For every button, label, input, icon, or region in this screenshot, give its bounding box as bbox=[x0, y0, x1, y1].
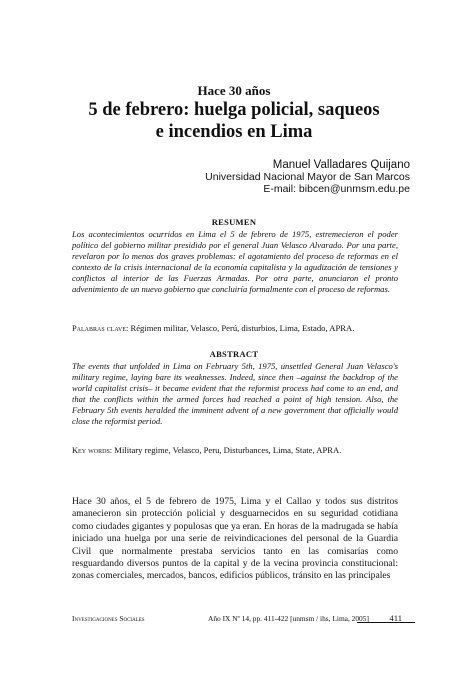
footer-journal: Investigaciones Sociales bbox=[72, 614, 145, 623]
abstract-keywords-label: Key words: bbox=[72, 446, 113, 455]
article-title bbox=[0, 99, 468, 143]
author-affiliation: Universidad Nacional Mayor de San Marcos bbox=[205, 171, 410, 183]
author-name: Manuel Valladares Quijano bbox=[272, 159, 410, 171]
abstract-keywords-list: Military regime, Velasco, Peru, Disturbances, Lima, State, APRA. bbox=[114, 445, 342, 455]
resumen-keywords bbox=[72, 323, 398, 334]
author-block bbox=[205, 159, 410, 195]
resumen-heading: RESUMEN bbox=[211, 217, 257, 227]
resumen-keywords-label: Palabras clave: bbox=[72, 324, 129, 333]
abstract-heading: ABSTRACT bbox=[209, 349, 259, 359]
footer-rule bbox=[357, 622, 415, 623]
author-email: E-mail: bibcen@unmsm.edu.pe bbox=[263, 183, 410, 195]
title-line-2: e incendios en Lima bbox=[155, 122, 313, 142]
footer-issue: Año IX Nº 14, pp. 411-422 [unmsm / ihs, Lima, 2005] bbox=[208, 614, 369, 623]
page-footer bbox=[72, 613, 402, 626]
abstract-keywords bbox=[72, 445, 398, 456]
section-kicker: Hace 30 años bbox=[197, 83, 271, 98]
resumen-text: Los acontecimientos ocurridos en Lima el 5 de febrero de 1975, estremecieron el poder político del gobierno militar presidido por el general Juan Velasco Alvarado. Por una parte, revelaron por lo menos dos graves problemas: el agotamiento del proceso de reformas en el contexto de la crisis internacional de la economía capitalista y la agudización de tensiones y conflictos al interior de las Fuerzas Armadas. Por otra parte, anunciaron el pronto advenimiento de un nuevo gobierno que concluiría formalmente con el proceso de reformas. bbox=[72, 229, 398, 295]
page-number: 411 bbox=[389, 613, 402, 623]
body-paragraph: Hace 30 años, el 5 de febrero de 1975, Lima y el Callao y todos sus distritos amanecieron sin protección policial y desguarnecidos en su seguridad cotidiana como ciudades gigantes y populosas que ya eran. En horas de la madrugada se había iniciado una huelga por una serie de reivindicaciones del personal de la Guardia Civil que normalmente prestaba servicios tanto en las comisarías como resguardando diversos puntos de la capital y de la vecina provincia constitucional: zonas comerciales, mercados, bancos, edificios públicos, tránsito en las principales bbox=[72, 496, 398, 582]
abstract-text: The events that unfolded in Lima on February 5th, 1975, unsettled General Juan Velasco's military regime, laying bare its weaknesses. Indeed, since then –against the backdrop of the world capitalist crisis– it became evident that the reformist process had come to an end, and that the conflicts within the armed forces had reached a point of high tension. Also, the February 5th events heralded the imminent advent of a new government that officially would close the reformist period. bbox=[72, 361, 398, 427]
title-line-1: 5 de febrero: huelga policial, saqueos bbox=[88, 100, 380, 120]
resumen-keywords-list: Régimen militar, Velasco, Perú, disturbios, Lima, Estado, APRA. bbox=[130, 323, 355, 333]
